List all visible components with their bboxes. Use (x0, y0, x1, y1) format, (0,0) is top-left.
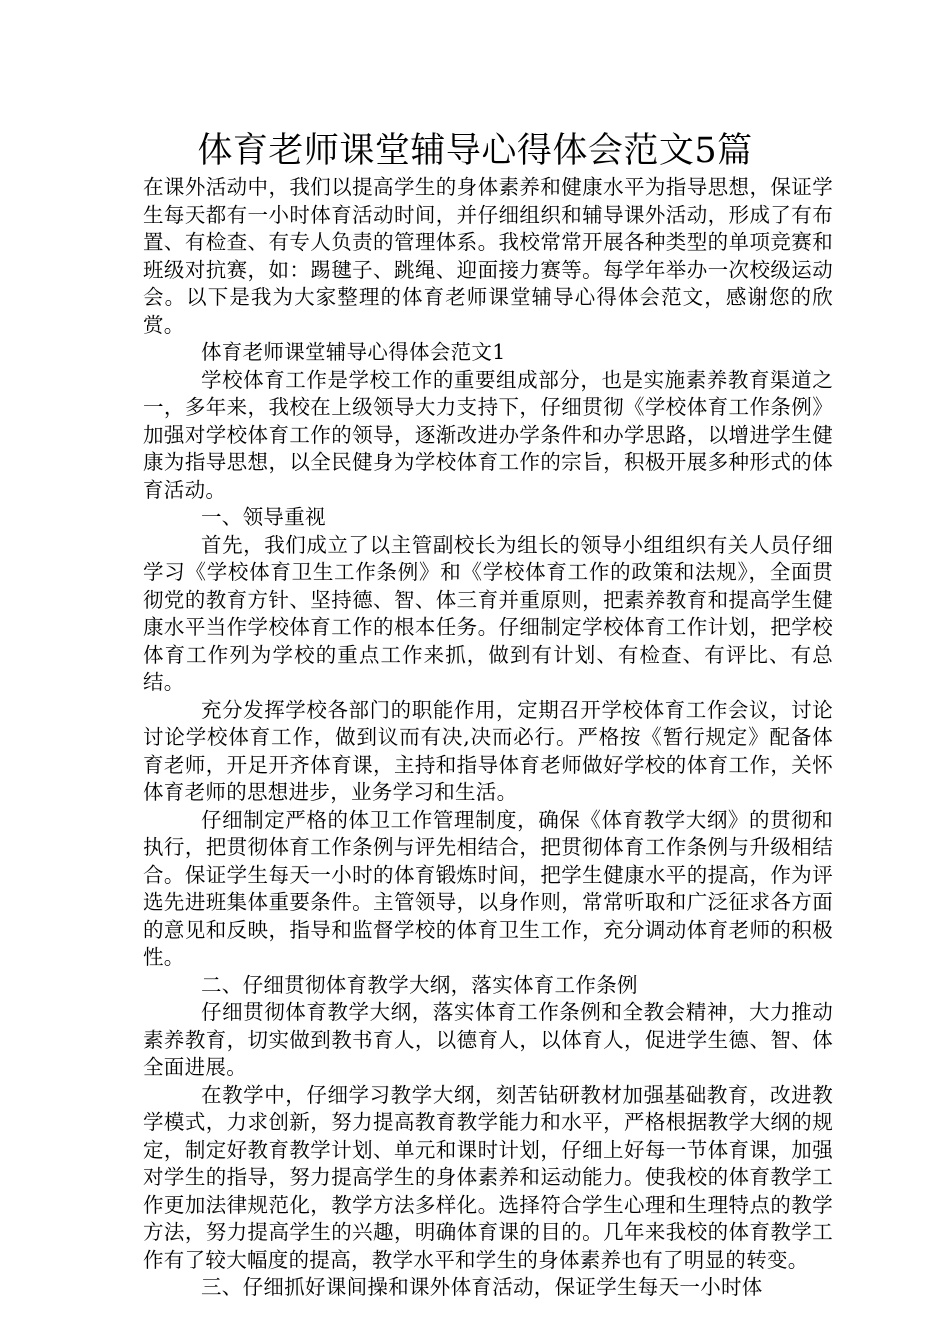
section-heading-essay-1: 体育老师课堂辅导心得体会范文1 (201, 340, 506, 364)
body-paragraph: 在教学中，仔细学习教学大纲，刻苦钻研教材加强基础教育，改进教学模式，力求创新，努力提高教育教学能力和水平，严格根据教学大纲的规定，制定好教育教学计划、单元和课时计划，仔细上好每一节体育课，加强对学生的指导，努力提高学生的身体素养和运动能力。使我校的体育教学工作更加法律规范化，教学方法多样化。选择符合学生心理和生理特点的教学方法，努力提高学生的兴趣，明确体育课的目的。几年来我校的体育教学工作有了较大幅度的提高，教学水平和学生的身体素养也有了明显的转变。 (143, 1082, 833, 1272)
body-paragraph: 学校体育工作是学校工作的重要组成部分，也是实施素养教育渠道之一，多年来，我校在上级领导大力支持下，仔细贯彻《学校体育工作条例》加强对学校体育工作的领导，逐渐改进办学条件和办学思路，以增进学生健康为指导思想，以全民健身为学校体育工作的宗旨，积极开展多种形式的体育活动。 (143, 367, 833, 502)
body-paragraph-truncated: 三、仔细抓好课间操和课外体育活动，保证学生每天一小时体 (201, 1275, 763, 1299)
body-paragraph: 充分发挥学校各部门的职能作用，定期召开学校体育工作会议，讨论讨论学校体育工作，做到议而有决,决而必行。严格按《暂行规定》配备体育老师，开足开齐体育课，主持和指导体育老师做好学校的体育工作，关怀体育老师的思想进步，业务学习和生活。 (143, 697, 833, 804)
body-paragraph: 首先，我们成立了以主管副校长为组长的领导小组组织有关人员仔细学习《学校体育卫生工作条例》和《学校体育工作的政策和法规》，全面贯彻党的教育方针、坚持德、智、体三育并重原则，把素养教育和提高学生健康水平当作学校体育工作的根本任务。仔细制定学校体育工作计划，把学校体育工作列为学校的重点工作来抓，做到有计划、有检查、有评比、有总结。 (143, 532, 833, 694)
body-paragraph: 仔细贯彻体育教学大纲，落实体育工作条例和全教会精神，大力推动素养教育，切实做到教书育人，以德育人，以体育人，促进学生德、智、体全面进展。 (143, 1000, 833, 1079)
section-heading-leadership: 一、领导重视 (201, 505, 326, 529)
document-body (143, 174, 833, 1302)
body-paragraph: 仔细制定严格的体卫工作管理制度，确保《体育教学大纲》的贯彻和执行，把贯彻体育工作条例与评先相结合，把贯彻体育工作条例与升级相结合。保证学生每天一小时的体育锻炼时间，把学生健康水平的提高，作为评选先进班集体重要条件。主管领导，以身作则，常常听取和广泛征求各方面的意见和反映，指导和监督学校的体育卫生工作，充分调动体育老师的积极性。 (143, 807, 833, 969)
section-heading-syllabus: 二、仔细贯彻体育教学大纲，落实体育工作条例 (201, 972, 638, 997)
intro-paragraph: 在课外活动中，我们以提高学生的身体素养和健康水平为指导思想，保证学生每天都有一小时体育活动时间，并仔细组织和辅导课外活动，形成了有布置、有检查、有专人负责的管理体系。我校常常开展各种类型的单项竞赛和班级对抗赛，如：踢毽子、跳绳、迎面接力赛等。每学年举办一次校级运动会。以下是我为大家整理的体育老师课堂辅导心得体会范文，感谢您的欣赏。 (143, 175, 833, 337)
document-title: 体育老师课堂辅导心得体会范文5篇 (197, 131, 753, 171)
